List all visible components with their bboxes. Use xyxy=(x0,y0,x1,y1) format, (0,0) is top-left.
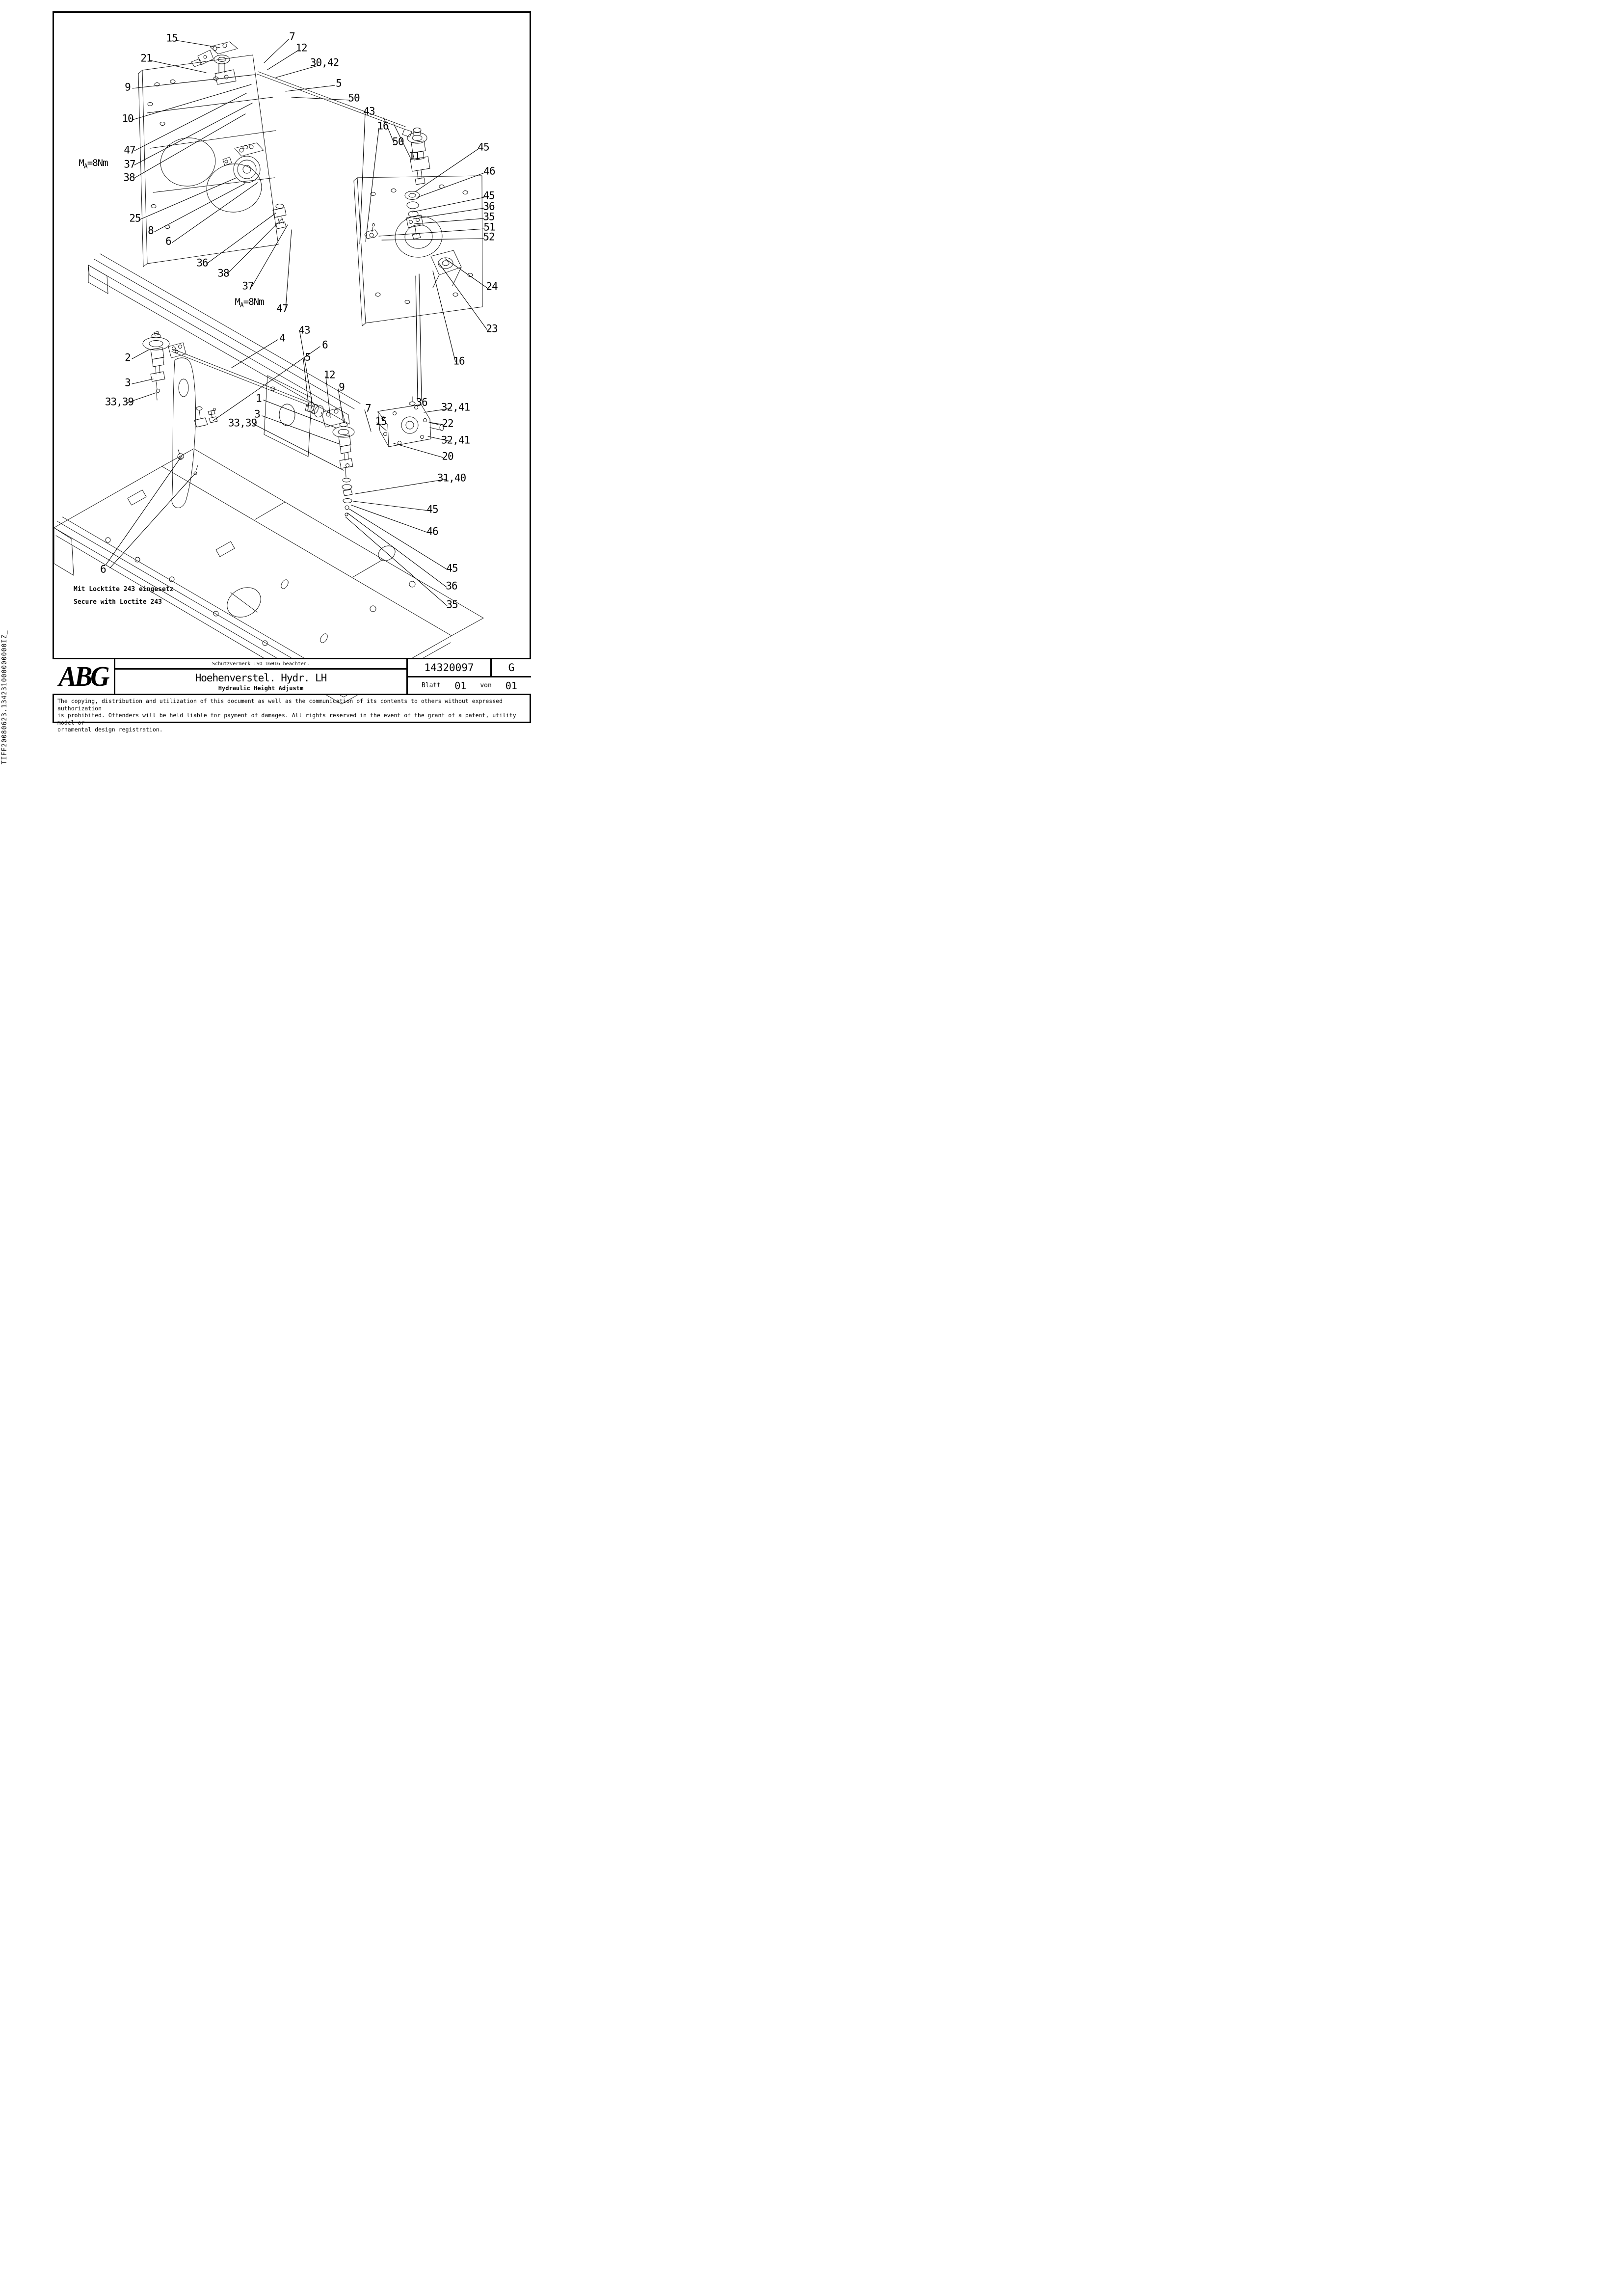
part-callout: 32,41 xyxy=(441,401,470,413)
part-callout: 36 xyxy=(446,580,457,592)
part-callout: 43 xyxy=(363,105,375,117)
torque-note-subscript: A xyxy=(83,162,87,170)
exploded-view-drawing xyxy=(0,0,541,765)
part-callout: 12 xyxy=(323,369,335,381)
part-callout: 46 xyxy=(483,165,495,177)
torque-note xyxy=(79,158,107,170)
part-callout: 45 xyxy=(426,503,438,515)
title-block xyxy=(53,658,531,695)
part-callout: 3 xyxy=(254,408,260,420)
lower-assembly xyxy=(54,331,483,704)
drawing-sheet xyxy=(0,0,541,765)
scan-edge-code: TIFF20080623.134231000000000IZ_ xyxy=(1,630,8,764)
legal-disclaimer xyxy=(53,695,531,733)
part-callout: 38 xyxy=(123,171,135,184)
part-callout: 36 xyxy=(196,257,208,269)
part-callout: 45 xyxy=(483,189,495,202)
part-callout: 36 xyxy=(483,200,495,213)
part-callout: 31,40 xyxy=(437,472,466,484)
abg-logo: ABG xyxy=(58,661,108,692)
part-callout: 16 xyxy=(453,355,465,367)
sheet-total: 01 xyxy=(505,679,517,692)
part-callout: 32,41 xyxy=(441,434,470,446)
torque-note xyxy=(235,297,264,309)
part-callout: 7 xyxy=(365,402,371,414)
drawing-title-en: Hydraulic Height Adjustm xyxy=(218,685,304,692)
part-callout: 15 xyxy=(375,415,387,428)
part-callout: 9 xyxy=(125,81,131,93)
revision-letter: G xyxy=(508,662,515,674)
part-callout: 7 xyxy=(289,30,295,43)
part-callout: 35 xyxy=(446,598,458,611)
torque-note-value: =8Nm xyxy=(87,158,108,169)
part-callout: 51 xyxy=(483,221,495,233)
loctite-note-en: Secure with Loctite 243 xyxy=(74,598,162,606)
part-callout: 5 xyxy=(305,351,311,363)
part-callout: 11 xyxy=(408,150,420,162)
part-callout: 30,42 xyxy=(310,56,339,69)
part-callout: 47 xyxy=(276,302,288,315)
part-callout: 22 xyxy=(442,417,453,430)
part-callout: 16 xyxy=(377,120,389,132)
part-callout: 5 xyxy=(336,77,342,89)
part-callout: 3 xyxy=(125,377,131,389)
disclaimer-line: ornamental design registration. xyxy=(57,726,163,733)
torque-note-subscript: A xyxy=(239,301,243,309)
torque-note-symbol: M xyxy=(79,158,84,169)
document-number: 14320097 xyxy=(424,662,474,674)
part-callout: 38 xyxy=(217,267,229,279)
disclaimer-line: is prohibited. Offenders will be held liable for payment of damages. All rights reserved in the event of the grant of a patent, utility model or xyxy=(57,712,516,726)
part-callout: 25 xyxy=(129,212,141,224)
part-callout: 52 xyxy=(483,231,495,243)
disclaimer-line: The copying, distribution and utilization of this document as well as the communication of its contents to others without expressed authorization xyxy=(57,698,503,712)
part-callout: 4 xyxy=(279,332,285,344)
part-callout: 33,39 xyxy=(105,396,134,408)
part-callout: 46 xyxy=(426,525,438,538)
part-callout: 47 xyxy=(124,144,135,156)
part-callout: 33,39 xyxy=(228,417,257,429)
part-callout: 45 xyxy=(478,141,489,153)
part-callout: 45 xyxy=(446,562,458,574)
revision-cell xyxy=(490,659,531,677)
part-callout: 37 xyxy=(124,158,135,170)
protection-note: Schutzvermerk ISO 16016 beachten. xyxy=(115,659,406,670)
part-callout: 37 xyxy=(242,280,254,292)
part-callout: 12 xyxy=(295,42,307,54)
drawing-title-de: Hoehenverstel. Hydr. LH xyxy=(195,672,327,684)
torque-note-symbol: M xyxy=(235,297,240,308)
part-callout: 23 xyxy=(486,323,498,335)
sheet-of-label: von xyxy=(480,682,492,689)
leader-lines xyxy=(106,39,487,606)
part-callout: 24 xyxy=(486,280,498,293)
loctite-note-de: Mit Locktite 243 eingesetz xyxy=(74,586,174,593)
sheet-cell xyxy=(406,677,531,694)
part-callout: 43 xyxy=(298,324,310,336)
document-number-cell xyxy=(406,659,490,677)
part-callout: 20 xyxy=(442,450,453,462)
part-callout: 35 xyxy=(483,211,495,223)
sheet-number: 01 xyxy=(454,679,467,692)
logo-cell xyxy=(53,659,115,694)
part-callout: 21 xyxy=(140,52,152,64)
part-callout: 9 xyxy=(339,381,345,393)
part-callout: 10 xyxy=(122,112,133,125)
part-callout: 50 xyxy=(348,92,360,104)
part-callout: 6 xyxy=(100,563,106,575)
part-callout: 15 xyxy=(166,32,178,44)
part-callout: 1 xyxy=(256,392,262,405)
part-callout: 50 xyxy=(392,135,404,148)
part-callout: 6 xyxy=(165,235,171,247)
sheet-label: Blatt xyxy=(422,682,441,689)
title-cell xyxy=(115,659,406,694)
part-callout: 2 xyxy=(125,351,131,364)
torque-note-value: =8Nm xyxy=(243,297,264,308)
part-callout: 36 xyxy=(416,396,427,408)
part-callout: 6 xyxy=(322,339,328,351)
part-callout: 8 xyxy=(148,224,154,237)
